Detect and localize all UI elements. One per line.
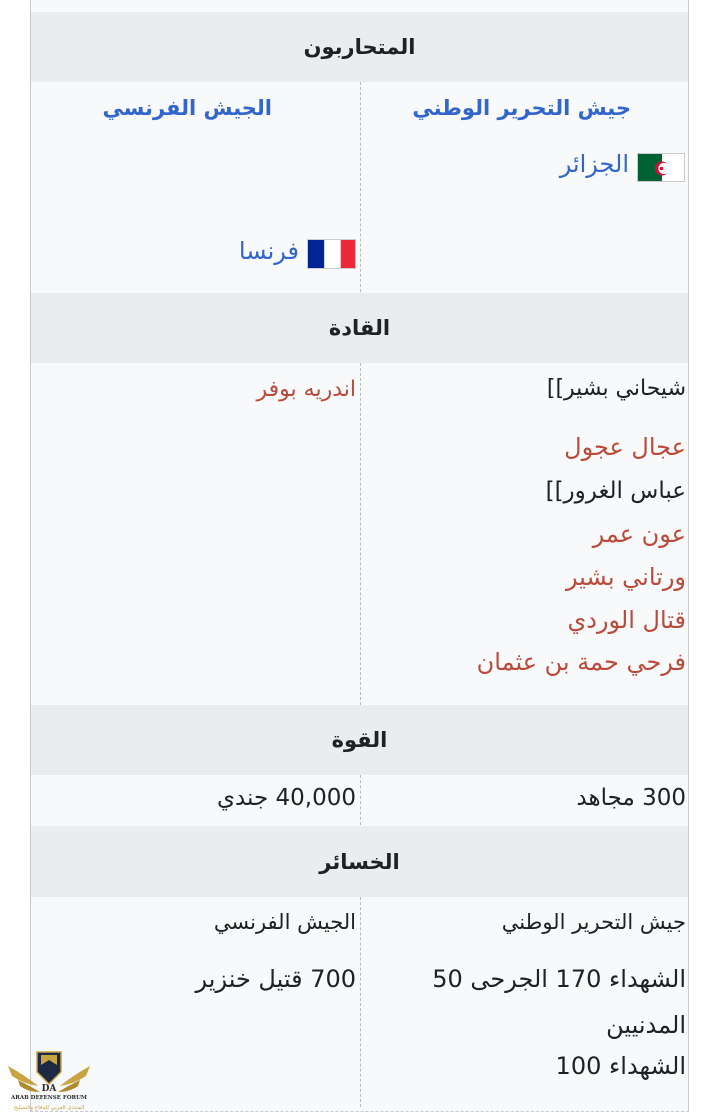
belligerents-header-text: المتحاربون [303,35,416,59]
logo-name: ARAB DEFENSE FORUM [11,1095,87,1101]
column-divider [360,775,361,825]
fln-link[interactable]: جيش التحرير الوطني [412,96,631,120]
french-army-link[interactable]: الجيش الفرنسي [102,96,272,120]
casualties-french-title: الجيش الفرنسي [213,910,356,934]
algeria-flag-icon [637,153,685,182]
casualties-header [31,826,688,897]
belligerents-header [31,12,688,82]
commander-item[interactable]: قتال الوردي [567,606,686,634]
casualties-french-line: 700 قتيل خنزير [195,965,356,993]
logo-subtitle: المنتدى العربي للدفاع والتسليح [13,1105,85,1111]
strength-header-text: القوة [331,728,388,752]
column-divider [360,897,361,1107]
commander-item[interactable]: فرحي حمة بن عثمان [476,648,686,676]
casualties-fln-line: المدنيين [606,1011,686,1039]
france-link[interactable]: فرنسا [238,237,299,265]
casualties-fln-title: جيش التحرير الوطني [501,910,686,934]
commander-item: عباس الغرور]] [545,478,686,504]
commanders-header [31,293,688,363]
commander-item[interactable]: عون عمر [592,520,686,548]
strength-french: 40,000 جندي [216,785,356,811]
strength-header [31,705,688,775]
casualties-fln-line: الشهداء 170 الجرحى 50 [432,965,686,993]
france-flag-icon [307,239,356,269]
commander-french[interactable]: اندريه بوفر [256,377,356,402]
casualties-header-text: الخسائر [319,849,400,874]
commander-item: شيحاني بشير]] [546,376,686,401]
column-divider [360,363,361,705]
strength-fln: 300 مجاهد [576,785,686,811]
commander-item[interactable]: ورتاني بشير [565,563,686,591]
column-divider [360,82,361,292]
logo-initials: DA [41,1084,57,1094]
commanders-header-text: القادة [328,316,391,340]
arab-defense-forum-logo [4,1046,94,1114]
casualties-fln-line: الشهداء 100 [555,1052,686,1080]
commander-item[interactable]: عجال عجول [564,433,686,461]
algeria-link[interactable]: الجزائر [559,150,629,178]
